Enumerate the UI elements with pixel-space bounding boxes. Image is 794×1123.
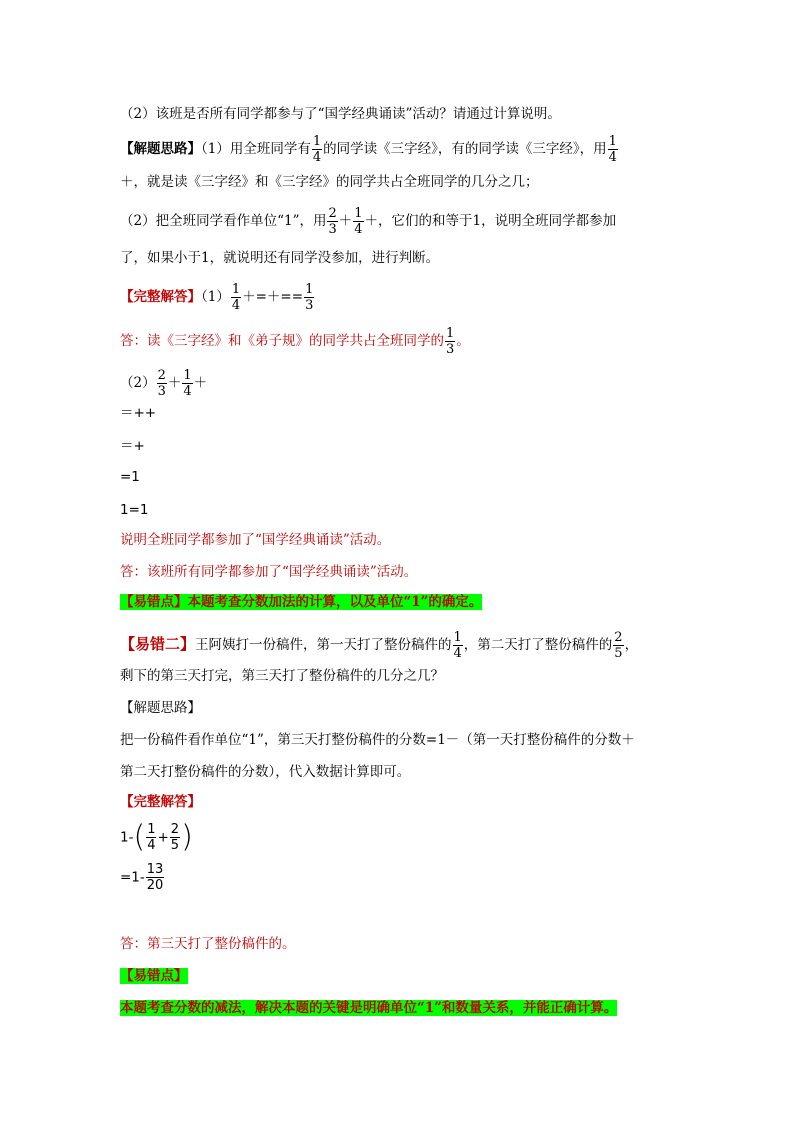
- text: 1-: [120, 829, 134, 846]
- section-label: 【完整解答】: [120, 289, 201, 305]
- text: （2）把全班同学看作单位“1”，用: [120, 213, 327, 229]
- answer-2-expr-1: [120, 819, 193, 855]
- calc-step-3: =1: [120, 469, 140, 485]
- fraction: $\frac{13}{20}$: [146, 862, 164, 893]
- question-3: [120, 630, 638, 661]
- fraction: $\frac{1}{3}$: [446, 326, 455, 357]
- highlight-text: 本题考查分数的减法，解决本题的关键是明确单位“1”和数量关系，并能正确计算。: [120, 1000, 618, 1016]
- fraction: $\frac{1}{4}$: [608, 134, 617, 165]
- answer-1: [120, 282, 315, 313]
- fraction: $\frac{1}{4}$: [312, 134, 322, 165]
- text: ＋，它们的和等于1，说明全班同学都参加: [364, 213, 617, 229]
- answer-2-expr-2: [120, 862, 165, 893]
- text: ＋=＋==: [242, 289, 304, 305]
- fraction: $\frac{1}{4}$: [231, 282, 241, 313]
- solution-approach-line-4: 了，如果小于1，就说明还有同学没参加，进行判断。: [120, 250, 440, 266]
- solution-approach-2-line-1: 把一份稿件看作单位“1”，第三天打整份稿件的分数=1－（第一天打整份稿件的分数＋: [120, 732, 635, 748]
- calc-step-1: ＝++: [120, 405, 157, 421]
- fraction: $\frac{1}{4}$: [453, 630, 462, 661]
- text: （1）: [201, 289, 230, 305]
- solution-approach-1: [120, 134, 619, 165]
- text: 王阿姨打一份稿件，第一天打了整份稿件的: [195, 637, 452, 653]
- final-answer-2: 答：第三天打了整份稿件的。: [120, 936, 296, 952]
- fraction: $\frac{1}{4}$: [147, 822, 156, 853]
- answer-1-statement: [120, 326, 470, 357]
- solution-approach-line-2: ＋，就是读《三字经》和《三字经》的同学共占全班同学的几分之几；: [120, 174, 539, 190]
- text: 答：读《三字经》和《弟子规》的同学共占全班同学的: [120, 333, 444, 349]
- solution-approach-2-label: 【解题思路】: [120, 700, 201, 716]
- question-3-line-2: 剩下的第三天打完，第三天打了整份稿件的几分之几？: [120, 668, 444, 684]
- section-label: 【解题思路】: [120, 141, 201, 157]
- fraction: $\frac{2}{5}$: [170, 822, 180, 853]
- fraction: $\frac{2}{3}$: [157, 368, 166, 399]
- final-answer-1: 答：该班所有同学都参加了“国学经典诵读”活动。: [120, 564, 418, 580]
- answer-1-part-2: [120, 368, 207, 399]
- text: ，: [624, 637, 639, 653]
- answer-2-label: 【完整解答】: [120, 794, 201, 810]
- calc-step-2: ＝+: [120, 438, 145, 454]
- highlight-text: 【易错点】: [120, 968, 188, 984]
- fraction: $\frac{1}{3}$: [305, 282, 314, 313]
- fraction: $\frac{2}{3}$: [328, 206, 337, 237]
- question-2-line: （2）该班是否所有同学都参与了“国学经典诵读”活动？请通过计算说明。: [120, 106, 561, 122]
- error-point-2-text: [120, 998, 617, 1018]
- text: ＋: [167, 375, 182, 391]
- text: 的同学读《三字经》，有的同学读《三字经》，用: [323, 141, 607, 157]
- text: =1-: [120, 869, 145, 886]
- right-paren: ): [181, 819, 193, 855]
- text: ，第二天打了整份稿件的: [463, 637, 613, 653]
- calc-step-4: 1=1: [120, 502, 149, 518]
- error-point-1: [120, 592, 482, 612]
- text: +: [157, 829, 169, 846]
- fraction: $\frac{2}{5}$: [614, 630, 623, 661]
- text: （2）: [120, 375, 156, 391]
- highlight-text: 【易错点】本题考查分数加法的计算，以及单位“1”的确定。: [120, 594, 483, 610]
- text: ＋: [193, 375, 208, 391]
- text: ＋: [338, 213, 353, 229]
- left-paren: (: [133, 819, 146, 855]
- section-label: 【易错二】: [120, 635, 196, 653]
- text: 。: [456, 333, 470, 349]
- error-point-2-label: [120, 966, 188, 986]
- solution-approach-2-line-2: 第二天打整份稿件的分数），代入数据计算即可。: [120, 764, 411, 780]
- explanation: 说明全班同学都参加了“国学经典诵读”活动。: [120, 532, 391, 548]
- text: （1）用全班同学有: [201, 141, 311, 157]
- solution-approach-line-3: [120, 206, 616, 237]
- fraction: $\frac{1}{4}$: [183, 368, 192, 399]
- fraction: $\frac{1}{4}$: [354, 206, 363, 237]
